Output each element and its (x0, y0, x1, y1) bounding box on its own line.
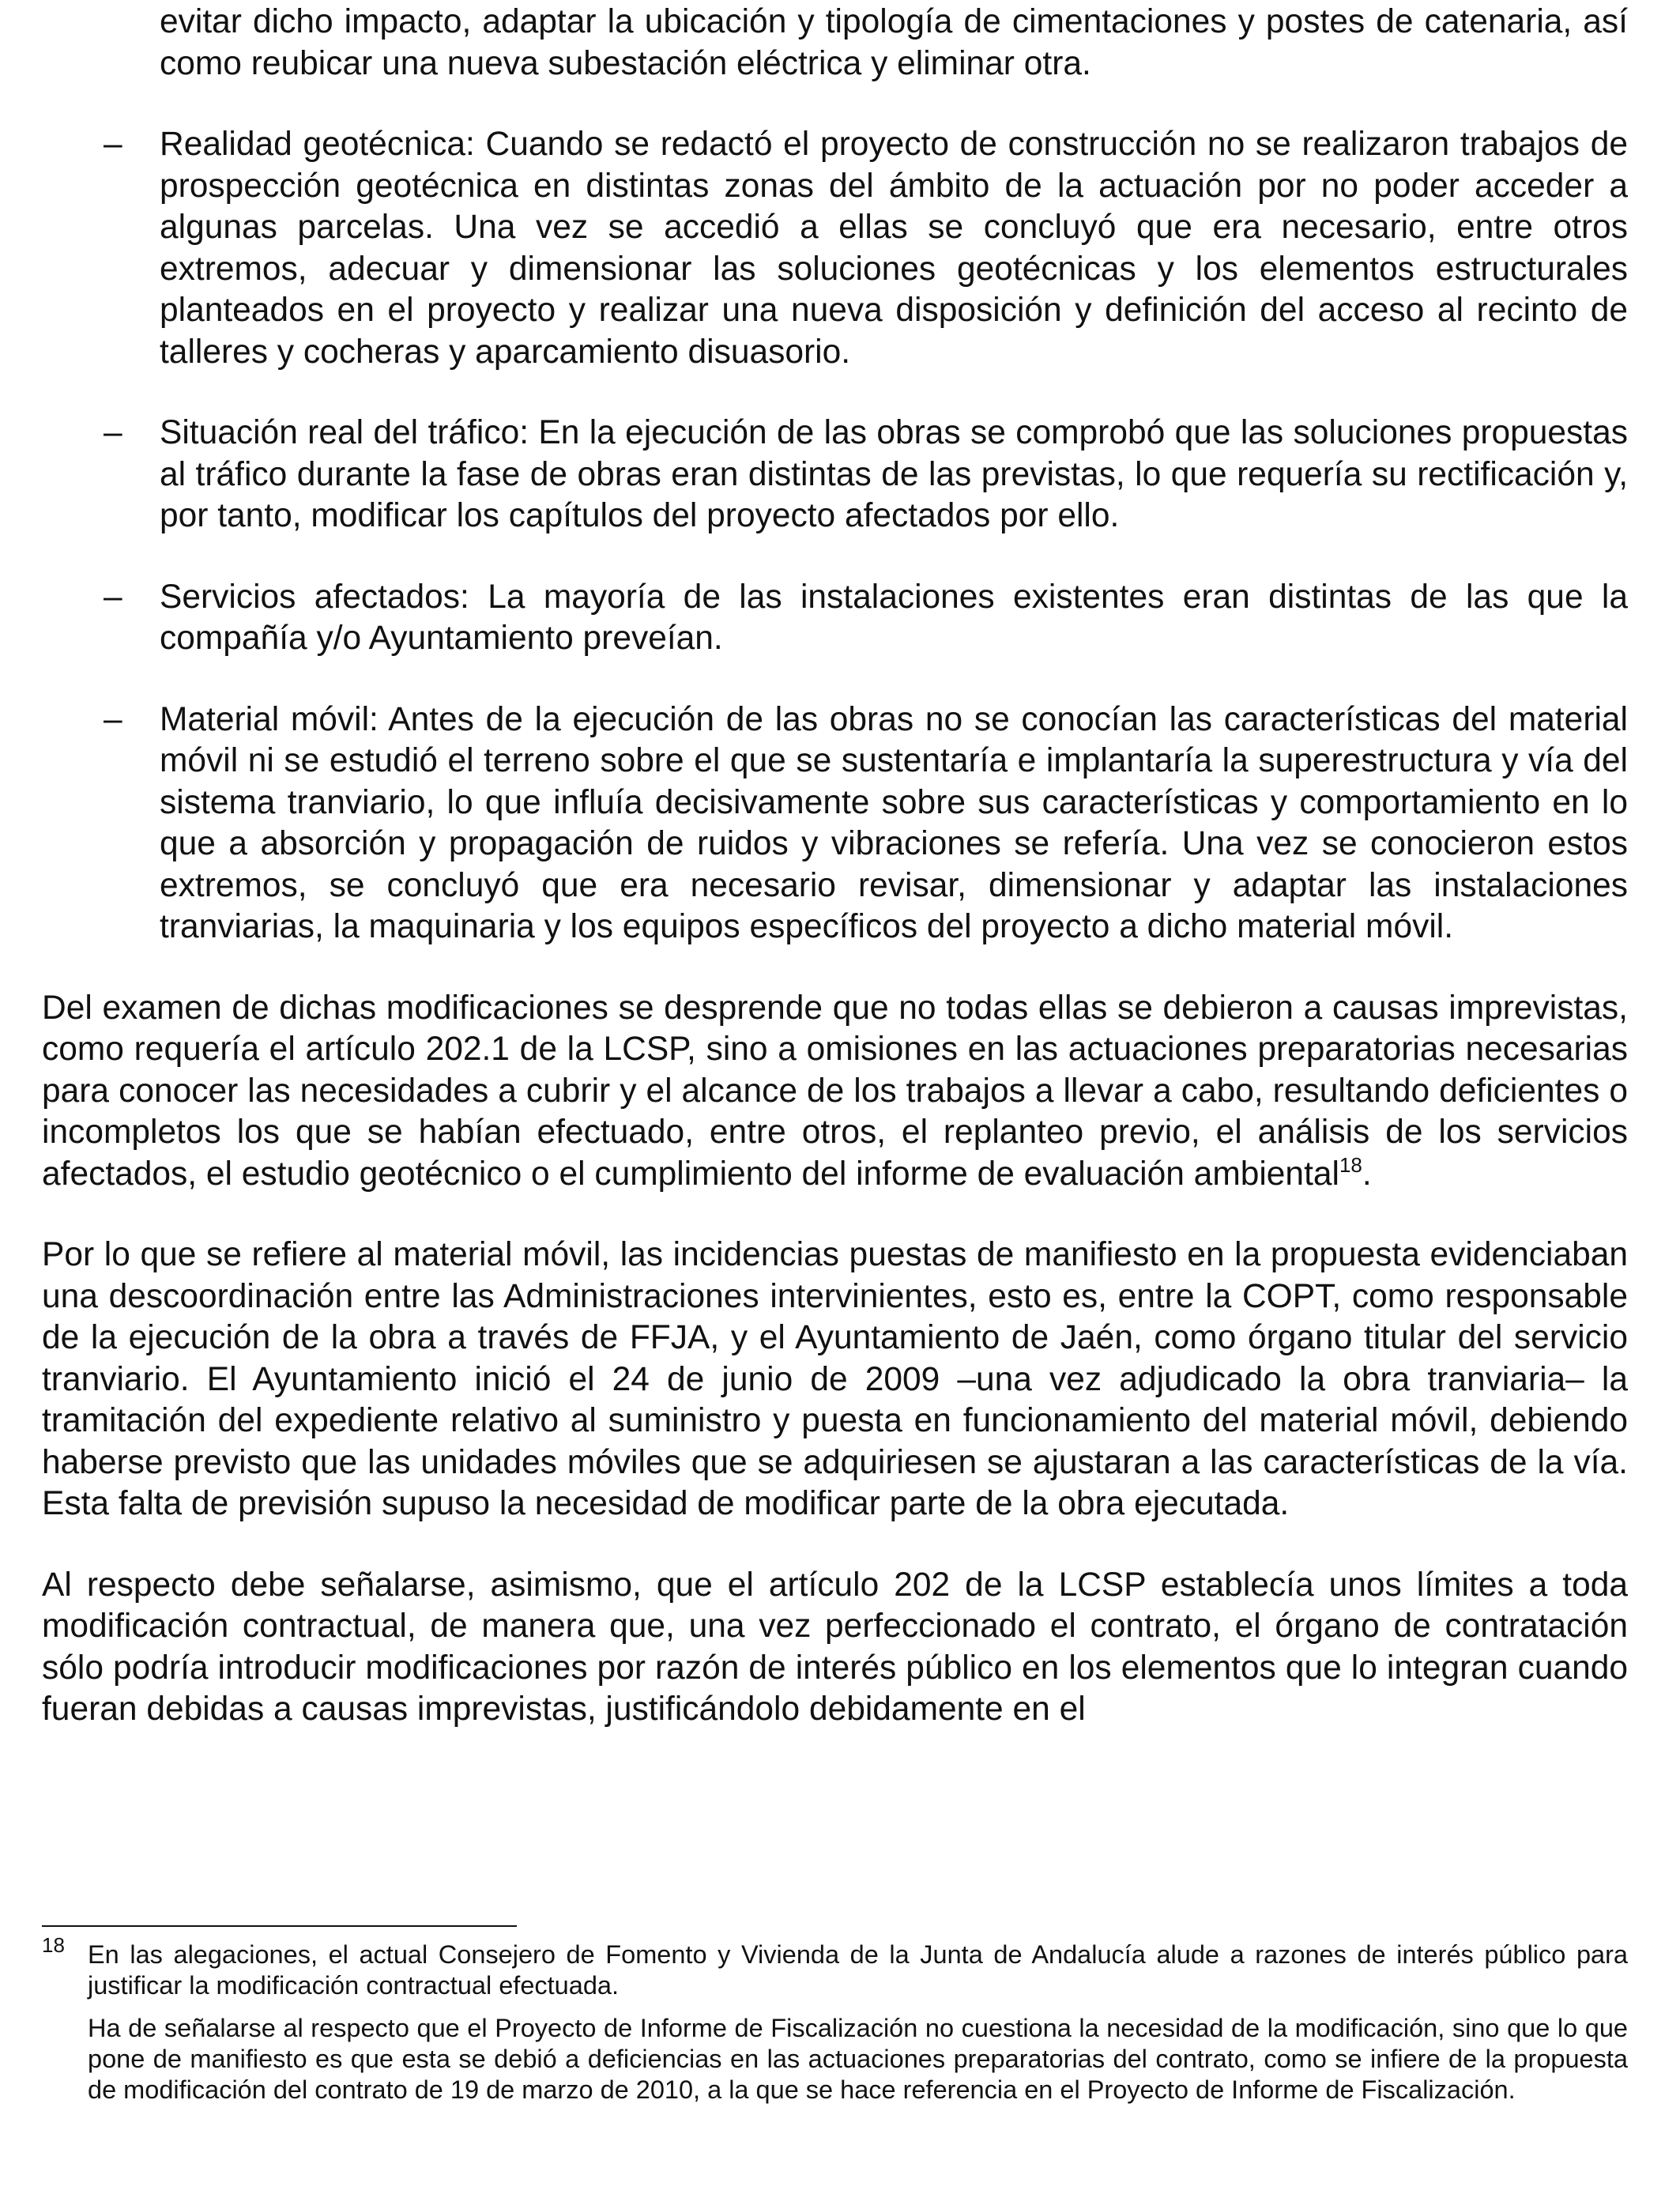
paragraph-material-movil: Por lo que se refiere al material móvil, las incidencias puestas de manifiesto en la propuesta evidenciaban una descoordinación entre las Administraciones intervinientes, esto es, entre la COPT, como responsable de la ejecución de la obra a través de FFJA, y el Ayuntamiento de Jaén, como órgano titular del servicio tranviario. El Ayuntamiento inició el 24 de junio de 2009 –una vez adjudicado la obra tranviaria– la tramitación del expediente relativo al suministro y puesta en funcionamiento del material móvil, debiendo haberse previsto que las unidades móviles que se adquiriesen se ajustaran a las características de la vía. Esta falta de previsión supuso la necesidad de modificar parte de la obra ejecutada. (42, 1236, 1628, 1522)
paragraph-articulo-202: Al respecto debe señalarse, asimismo, que el artículo 202 de la LCSP establecía unos límites a toda modificación contractual, de manera que, una vez perfeccionado el contrato, el órgano de contratación sólo podría introducir modificaciones por razón de interés público en los elementos que lo integran cuando fueran debidas a causas imprevistas, justificándolo debidamente en el (42, 1566, 1628, 1728)
document-body (42, 2, 1628, 1731)
list-item-text: Material móvil: Antes de la ejecución de las obras no se conocían las características del material móvil ni se estudió el terreno sobre el que se sustentaría e implantaría la superestructura y vía del sistema tranviario, lo que influía decisivamente sobre sus características y comportamiento en lo que a absorción y propagación de ruidos y vibraciones se refería. Una vez se conocieron estos extremos, se concluyó que era necesario revisar, dimensionar y adaptar las instalaciones tranviarias, la maquinaria y los equipos específicos del proyecto a dicho material móvil. (160, 700, 1628, 945)
list-item-servicios-afectados (42, 577, 1628, 660)
paragraph-examen-modificaciones (42, 988, 1628, 1196)
footnote-separator (42, 1925, 517, 1927)
list-item-continuation: evitar dicho impacto, adaptar la ubicación y tipología de cimentaciones y postes de catenaria, así como reubicar una nueva subestación eléctrica y eliminar otra. (160, 3, 1628, 82)
list-item-text: Realidad geotécnica: Cuando se redactó el proyecto de construcción no se realizaron trabajos de prospección geotécnica en distintas zonas del ámbito de la actuación por no poder acceder a algunas parcelas. Una vez se accedió a ellas se concluyó que era necesario, entre otros extremos, adecuar y dimensionar las soluciones geotécnicas y los elementos estructurales planteados en el proyecto y realizar una nueva disposición y definición del acceso al recinto de talleres y cocheras y aparcamiento disuasorio. (160, 126, 1628, 371)
footnote-reference[interactable]: 18 (1339, 1152, 1362, 1177)
bullet-dash: – (104, 700, 122, 738)
footnote-number: 18 (42, 1933, 65, 1957)
paragraph-end: . (1362, 1155, 1372, 1193)
footnote-text-1: En las alegaciones, el actual Consejero de Fomento y Vivienda de la Junta de Andalucía alude a razones de interés público para justificar la modificación contractual efectuada. (88, 1940, 1628, 2000)
footnote-text-2: Ha de señalarse al respecto que el Proyecto de Informe de Fiscalización no cuestiona la necesidad de la modificación, sino que lo que pone de manifiesto es que esta se debió a deficiencias en las actuaciones preparatorias del contrato, como se infiere de la propuesta de modificación del contrato de 19 de marzo de 2010, a la que se hace referencia en el Proyecto de Informe de Fiscalización. (88, 2014, 1628, 2104)
footnote (42, 1933, 1628, 2117)
bullet-dash: – (104, 126, 122, 163)
list-item-realidad-geotecnica (42, 124, 1628, 373)
bullet-dash: – (104, 414, 122, 451)
list-item-text: Situación real del tráfico: En la ejecución de las obras se comprobó que las soluciones propuestas al tráfico durante la fase de obras eran distintas de las previstas, lo que requería su rectificación y, por tanto, modificar los capítulos del proyecto afectados por ello. (160, 414, 1628, 534)
list-item-material-movil (42, 699, 1628, 948)
paragraph-text: Del examen de dichas modificaciones se desprende que no todas ellas se debieron a causas imprevistas, como requería el artículo 202.1 de la LCSP, sino a omisiones en las actuaciones preparatorias necesarias para conocer las necesidades a cubrir y el alcance de los trabajos a llevar a cabo, resultando deficientes o incompletos los que se habían efectuado, entre otros, el replanteo previo, el análisis de los servicios afectados, el estudio geotécnico o el cumplimiento del informe de evaluación ambiental (42, 989, 1628, 1193)
bullet-dash: – (104, 578, 122, 616)
list-item-text: Servicios afectados: La mayoría de las instalaciones existentes eran distintas de las que la compañía y/o Ayuntamiento preveían. (160, 578, 1628, 657)
list-item-situacion-trafico (42, 413, 1628, 537)
